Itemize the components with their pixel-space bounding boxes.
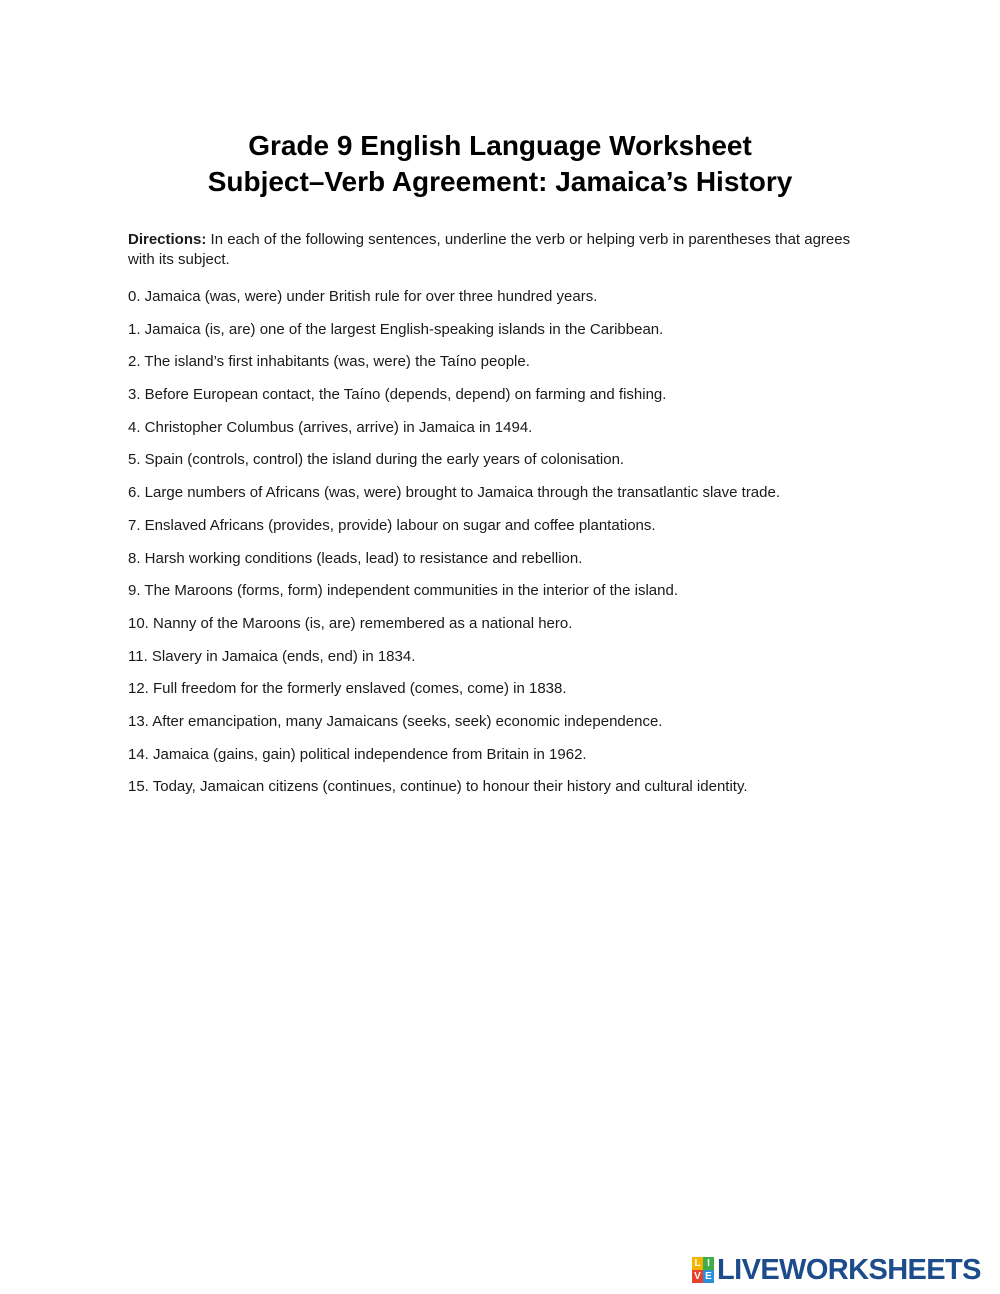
- directions-label: Directions:: [128, 231, 207, 248]
- worksheet-subtitle: Subject–Verb Agreement: Jamaica’s History: [207, 166, 793, 197]
- question-item: 2. The island’s first inhabitants (was, were) the Taíno people.: [128, 353, 530, 371]
- logo-cell: I: [703, 1257, 714, 1270]
- liveworksheets-logo-text: LIVEWORKSHEETS: [717, 1254, 981, 1286]
- directions-text: In each of the following sentences, underline the verb or helping verb in parentheses that agrees with its subject.: [128, 231, 851, 268]
- question-item: 3. Before European contact, the Taíno (depends, depend) on farming and fishing.: [128, 386, 667, 404]
- liveworksheets-logo-icon: [692, 1257, 714, 1283]
- logo-cell: E: [703, 1270, 714, 1283]
- liveworksheets-logo: [692, 1254, 981, 1286]
- question-item: 11. Slavery in Jamaica (ends, end) in 1834.: [128, 647, 416, 665]
- question-item: 15. Today, Jamaican citizens (continues, continue) to honour their history and cultural identity.: [128, 778, 748, 796]
- logo-cell: L: [692, 1257, 703, 1270]
- question-item: 13. After emancipation, many Jamaicans (seeks, seek) economic independence.: [128, 712, 663, 730]
- question-item: 8. Harsh working conditions (leads, lead) to resistance and rebellion.: [128, 549, 583, 567]
- question-item: 14. Jamaica (gains, gain) political independence from Britain in 1962.: [128, 745, 587, 763]
- worksheet-title: Grade 9 English Language Worksheet: [248, 130, 752, 161]
- question-item: 10. Nanny of the Maroons (is, are) remembered as a national hero.: [128, 614, 573, 632]
- question-item: 0. Jamaica (was, were) under British rule for over three hundred years.: [128, 288, 598, 305]
- question-item: 12. Full freedom for the formerly enslaved (comes, come) in 1838.: [128, 680, 567, 698]
- title-block: [0, 128, 1000, 200]
- question-item: 9. The Maroons (forms, form) independent communities in the interior of the island.: [128, 582, 678, 600]
- question-item: 1. Jamaica (is, are) one of the largest English-speaking islands in the Caribbean.: [128, 320, 664, 338]
- question-item: 5. Spain (controls, control) the island during the early years of colonisation.: [128, 451, 625, 469]
- question-item: 4. Christopher Columbus (arrives, arrive) in Jamaica in 1494.: [128, 418, 533, 436]
- question-item: 7. Enslaved Africans (provides, provide) labour on sugar and coffee plantations.: [128, 516, 656, 534]
- logo-cell: V: [692, 1270, 703, 1283]
- question-item: 6. Large numbers of Africans (was, were) brought to Jamaica through the transatlantic slave trade.: [128, 484, 781, 502]
- directions: [128, 230, 873, 270]
- question-list: [128, 287, 888, 810]
